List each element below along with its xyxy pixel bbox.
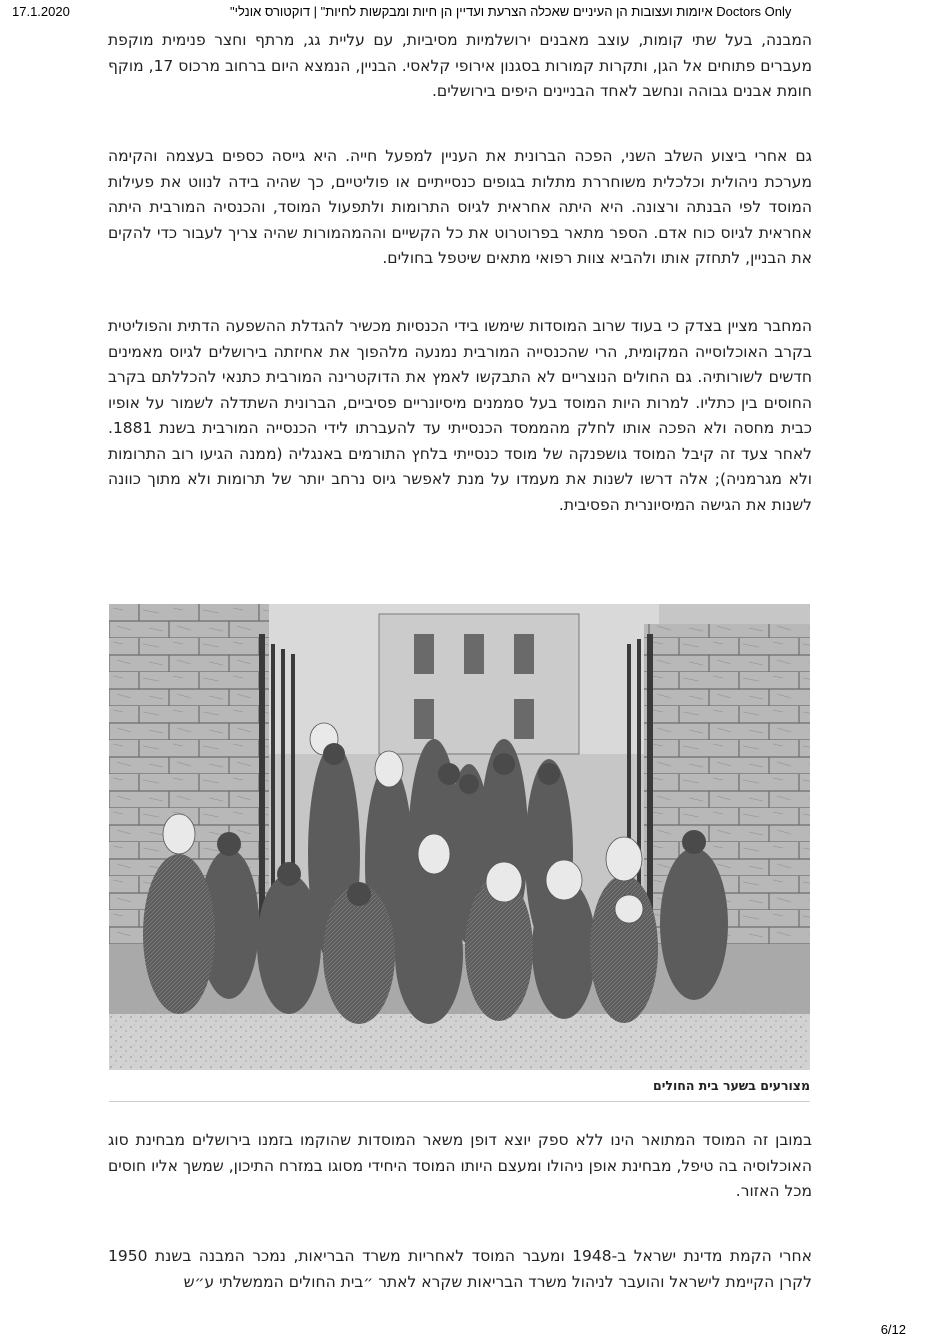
print-page-title: "איומות ועצובות הן העיניים שאכלה הצרעת ועדיין הן חיות ומבקשות לחיות" | דוקטורס אונלי Doctors Only <box>230 4 792 19</box>
figure-caption: מצורעים בשער בית החולים <box>653 1078 810 1093</box>
print-date: 17.1.2020 <box>12 4 70 19</box>
engraving-illustration <box>109 604 810 1070</box>
article-paragraph: אחרי הקמת מדינת ישראל ב-1948 ומעבר המוסד לאחריות משרד הבריאות, נמכר המבנה בשנת 1950 לקרן הקיימת לישראל והועבר לניהול משרד הבריאות שקרא לאתר ״בית החולים הממשלתי ע״ש <box>108 1247 812 1291</box>
article-paragraph: המחבר מציין בצדק כי בעוד שרוב המוסדות שימשו בידי הכנסיות מכשיר להגדלת ההשפעה הדתית והפוליטית בקרב האוכלוסייה המקומית, הרי שהכנסייה המורבית נמנעה מלהפוך את אחיזתה בירושלים לגיוס מאמינים חדשים לשורותיה. גם החולים הנוצריים לא התבקשו לאמץ את הדוקטרינה המורבית כתנאי להכללתם בקרב החוסים בין כתליו. למרות היות המוסד בעל סממנים מיסיונריים פסיביים, הברונית השתדלה לשמור על אופיו כבית מחסה ולא הפכה אותו לחלק מהממסד הכנסייתי עד להעברתו לידי הכנסייה המורבית בשנת 1881. לאחר צעד זה קיבל המוסד גושפנקה של מוסד כנסייתי בלחץ התורמים באנגליה (ממנה הגיעו רוב התרומות ולא מגרמניה); אלה דרשו לשנות את מעמדו על מנת לאפשר גיוס נרחב יותר של תרומות ולא מתוך כוונה לשנות את הגישה המיסיונרית הפסיבית. <box>108 317 812 514</box>
article-paragraph: במובן זה המוסד המתואר הינו ללא ספק יוצא דופן משאר המוסדות שהוקמו בזמנו בירושלים מבחינת סוג האוכלוסיה בה טיפל, מבחינת אופן ניהולו ומעצם היותו המוסד היחידי מסוגו במזרח התיכון, שמשך אליו חוסים מכל האזור. <box>108 1131 812 1200</box>
article-paragraph: המבנה, בעל שתי קומות, עוצב מאבנים ירושלמיות מסיביות, עם עליית גג, מרתף וחצר פנימית מוקפת מעברים פתוחים אל הגן, ותקרות קמורות בסגנון אירופי קלאסי. הבניין, הנמצא היום ברחוב מרכוס 17, מוקף חומת אבנים גבוהה ונחשב לאחד הבניינים היפים בירושלים. <box>108 31 812 100</box>
article-paragraph: גם אחרי ביצוע השלב השני, הפכה הברונית את העניין למפעל חייה. היא גייסה כספים בעצמה והקימה מערכת ניהולית וכלכלית משוחררת מתלות בגופים כנסייתיים או פוליטיים, כך שהיה בידה לנווט את פעילות המוסד לפי הבנתה ורצונה. היא היתה אחראית לגיוס התרומות ולתפעול המוסד, והכנסיה המורבית היתה אחראית לגיוס כוח אדם. הספר מתאר בפרוטרוט את כל הקשיים וההמהמורות שהיה צריך לעבור כדי להקים את הבניין, לתחזק אותו ולהביא צוות רפואי מתאים שיטפל בחולים. <box>108 147 812 267</box>
page-number: 6/12 <box>880 1322 906 1337</box>
background-building <box>379 614 579 754</box>
caption-divider <box>109 1101 810 1102</box>
